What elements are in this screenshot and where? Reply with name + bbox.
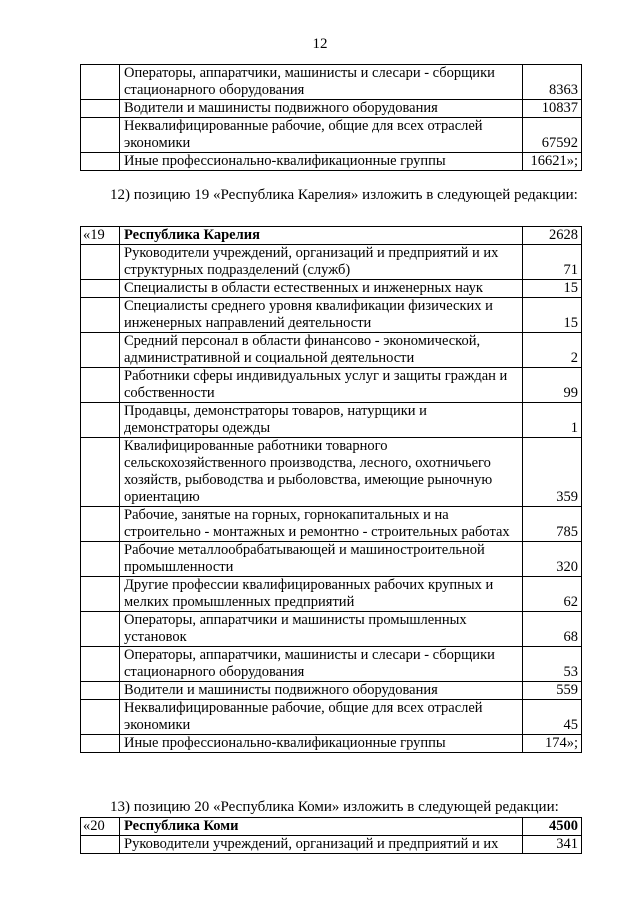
table-row — [81, 577, 582, 612]
region-total: 2628 — [523, 227, 582, 245]
row-value: 10837 — [523, 100, 582, 118]
code-cell — [81, 333, 120, 368]
row-value: 320 — [523, 542, 582, 577]
code-cell — [81, 245, 120, 280]
table-row — [81, 507, 582, 542]
row-value: 68 — [523, 612, 582, 647]
row-label: Руководители учреждений, организаций и предприятий и их — [120, 836, 523, 854]
code-cell — [81, 153, 120, 171]
row-value: 53 — [523, 647, 582, 682]
table-row — [81, 700, 582, 735]
code-cell — [81, 735, 120, 753]
row-value: 174»; — [523, 735, 582, 753]
row-value: 99 — [523, 368, 582, 403]
code-cell — [81, 298, 120, 333]
row-label: Неквалифицированные рабочие, общие для всех отраслей экономики — [120, 118, 523, 153]
table-karelia — [80, 226, 582, 753]
row-value: 1 — [523, 403, 582, 438]
row-value: 2 — [523, 333, 582, 368]
table-row — [81, 735, 582, 753]
code-cell — [81, 836, 120, 854]
row-value: 62 — [523, 577, 582, 612]
row-value: 15 — [523, 280, 582, 298]
row-value: 45 — [523, 700, 582, 735]
row-label: Средний персонал в области финансово - экономической, административной и социальной деятельности — [120, 333, 523, 368]
table-row — [81, 647, 582, 682]
position-code: «20 — [81, 818, 120, 836]
table-row — [81, 438, 582, 507]
row-label: Квалифицированные работники товарного сельскохозяйственного производства, лесного, охотничьего хозяйств, рыбоводства и рыболовства, имеющие рыночную ориентацию — [120, 438, 523, 507]
row-value: 785 — [523, 507, 582, 542]
table-row — [81, 682, 582, 700]
code-cell — [81, 280, 120, 298]
row-label: Работники сферы индивидуальных услуг и защиты граждан и собственности — [120, 368, 523, 403]
row-value: 8363 — [523, 65, 582, 100]
code-cell — [81, 647, 120, 682]
row-label: Иные профессионально-квалификационные группы — [120, 735, 523, 753]
row-value: 359 — [523, 438, 582, 507]
region-header-row — [81, 818, 582, 836]
row-value: 559 — [523, 682, 582, 700]
table-row — [81, 65, 582, 100]
table-row — [81, 118, 582, 153]
row-label: Иные профессионально-квалификационные группы — [120, 153, 523, 171]
code-cell — [81, 368, 120, 403]
row-label: Операторы, аппаратчики, машинисты и слесари - сборщики стационарного оборудования — [120, 65, 523, 100]
position-code: «19 — [81, 227, 120, 245]
row-value: 16621»; — [523, 153, 582, 171]
table-komi — [80, 817, 582, 854]
row-value: 71 — [523, 245, 582, 280]
table-row — [81, 245, 582, 280]
table-row — [81, 403, 582, 438]
region-total: 4500 — [523, 818, 582, 836]
paragraph-item-12: 12) позицию 19 «Республика Карелия» изложить в следующей редакции: — [110, 187, 578, 203]
table-row — [81, 298, 582, 333]
row-value: 341 — [523, 836, 582, 854]
code-cell — [81, 65, 120, 100]
row-value: 67592 — [523, 118, 582, 153]
row-label: Руководители учреждений, организаций и предприятий и их структурных подразделений (служб) — [120, 245, 523, 280]
page-number: 12 — [312, 36, 328, 52]
table-row — [81, 100, 582, 118]
row-label: Другие профессии квалифицированных рабочих крупных и мелких промышленных предприятий — [120, 577, 523, 612]
row-label: Специалисты в области естественных и инженерных наук — [120, 280, 523, 298]
code-cell — [81, 507, 120, 542]
code-cell — [81, 612, 120, 647]
table-continuation — [80, 64, 582, 171]
row-label: Рабочие металлообрабатывающей и машиностроительной промышленности — [120, 542, 523, 577]
table-row — [81, 368, 582, 403]
region-header-row — [81, 227, 582, 245]
table-row — [81, 153, 582, 171]
region-name: Республика Карелия — [120, 227, 523, 245]
table-row — [81, 333, 582, 368]
table-row — [81, 280, 582, 298]
paragraph-item-13: 13) позицию 20 «Республика Коми» изложить в следующей редакции: — [110, 799, 559, 815]
code-cell — [81, 118, 120, 153]
row-label: Операторы, аппаратчики, машинисты и слесари - сборщики стационарного оборудования — [120, 647, 523, 682]
code-cell — [81, 700, 120, 735]
row-label: Операторы, аппаратчики и машинисты промышленных установок — [120, 612, 523, 647]
table-row — [81, 836, 582, 854]
code-cell — [81, 403, 120, 438]
row-label: Специалисты среднего уровня квалификации физических и инженерных направлений деятельности — [120, 298, 523, 333]
row-label: Водители и машинисты подвижного оборудования — [120, 682, 523, 700]
code-cell — [81, 100, 120, 118]
row-value: 15 — [523, 298, 582, 333]
row-label: Рабочие, занятые на горных, горнокапитальных и на строительно - монтажных и ремонтно - строительных работах — [120, 507, 523, 542]
code-cell — [81, 438, 120, 507]
region-name: Республика Коми — [120, 818, 523, 836]
code-cell — [81, 577, 120, 612]
table-row — [81, 612, 582, 647]
row-label: Неквалифицированные рабочие, общие для всех отраслей экономики — [120, 700, 523, 735]
row-label: Водители и машинисты подвижного оборудования — [120, 100, 523, 118]
row-label: Продавцы, демонстраторы товаров, натурщики и демонстраторы одежды — [120, 403, 523, 438]
code-cell — [81, 542, 120, 577]
code-cell — [81, 682, 120, 700]
table-row — [81, 542, 582, 577]
